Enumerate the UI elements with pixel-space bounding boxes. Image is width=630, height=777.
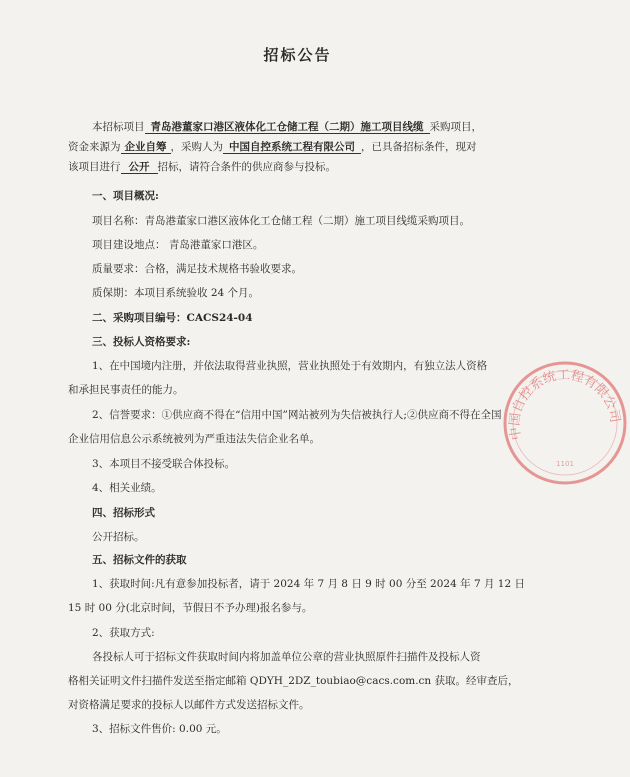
project-name-line: 项目名称：青岛港董家口港区液体化工仓储工程（二期）施工项目线缆采购项目。: [92, 215, 470, 227]
tender-form-line: 公开招标。: [92, 531, 145, 543]
obtain-time-1a: 1、获取时间:凡有意参加投标者，请于 2024 年 7 月 8 日 9 时 00 分至 2024 年 7 月 12 日: [92, 578, 526, 590]
fund-source-field: 企业自筹: [121, 141, 171, 154]
qualification-2b: 企业信用信息公示系统被列为严重违法失信企业名单。: [68, 433, 320, 445]
obtain-method-2b: 格相关证明文件扫描件发送至指定邮箱 QDYH_2DZ_toubiao@cacs.com.cn 获取。经审查后，: [68, 675, 519, 687]
obtain-time-1b: 15 时 00 分(北京时间，节假日不予办理)报名参与。: [68, 602, 313, 614]
project-location-line: 项目建设地点： 青岛港董家口港区。: [92, 239, 264, 251]
seal-text: 中国自控系统工程有限公司: [507, 367, 623, 442]
qualification-4: 4、相关业绩。: [92, 482, 162, 494]
section-4-heading: 四、招标形式: [92, 507, 155, 519]
purchaser-field: 中国自控系统工程有限公司: [223, 141, 361, 154]
obtain-method-2a: 各投标人可于招标文件获取时间内将加盖单位公章的营业执照原件扫描件及投标人资: [92, 651, 481, 663]
intro-text: ，采购人为: [170, 141, 223, 153]
intro-text: 本招标项目: [92, 121, 145, 133]
obtain-method-label: 2、获取方式:: [92, 627, 155, 639]
qualification-1b: 和承担民事责任的能力。: [68, 384, 184, 396]
intro-line-3: [68, 160, 336, 174]
qualification-2a: 2、信誉要求：①供应商不得在“信用中国”网站被列为失信被执行人;②供应商不得在全国: [92, 409, 502, 421]
intro-text: ，已具备招标条件，现对: [361, 141, 477, 153]
section-1-heading: 一、项目概况:: [92, 190, 159, 202]
intro-line-1: [92, 120, 482, 134]
section-5-heading: 五、招标文件的获取: [92, 554, 187, 566]
intro-text: 该项目进行: [68, 161, 121, 173]
project-name-field: 青岛港董家口港区液体化工仓储工程（二期）施工项目线缆: [145, 121, 430, 134]
seal-code: 1101: [556, 460, 574, 468]
section-2-heading: 二、采购项目编号：CACS24-04: [92, 312, 253, 324]
intro-line-2: [68, 140, 477, 154]
intro-text: 资金来源为: [68, 141, 121, 153]
warranty-line: 质保期：本项目系统验收 24 个月。: [92, 287, 260, 299]
document-title: 招标公告: [263, 46, 332, 64]
company-seal: [500, 358, 630, 488]
quality-line: 质量要求：合格，满足技术规格书验收要求。: [92, 263, 302, 275]
intro-text: 采购项目，: [429, 121, 482, 133]
section-3-heading: 三、投标人资格要求:: [92, 336, 191, 348]
obtain-method-2c: 对资格满足要求的投标人以邮件方式发送招标文件。: [68, 699, 310, 711]
method-field: 公开: [121, 161, 158, 174]
qualification-3: 3、本项目不接受联合体投标。: [92, 458, 236, 470]
intro-text: 招标，请符合条件的供应商参与投标。: [157, 161, 336, 173]
document-price-line: 3、招标文件售价: 0.00 元。: [92, 723, 227, 735]
qualification-1a: 1、在中国境内注册，并依法取得营业执照，营业执照处于有效期内，有独立法人资格: [92, 360, 488, 372]
